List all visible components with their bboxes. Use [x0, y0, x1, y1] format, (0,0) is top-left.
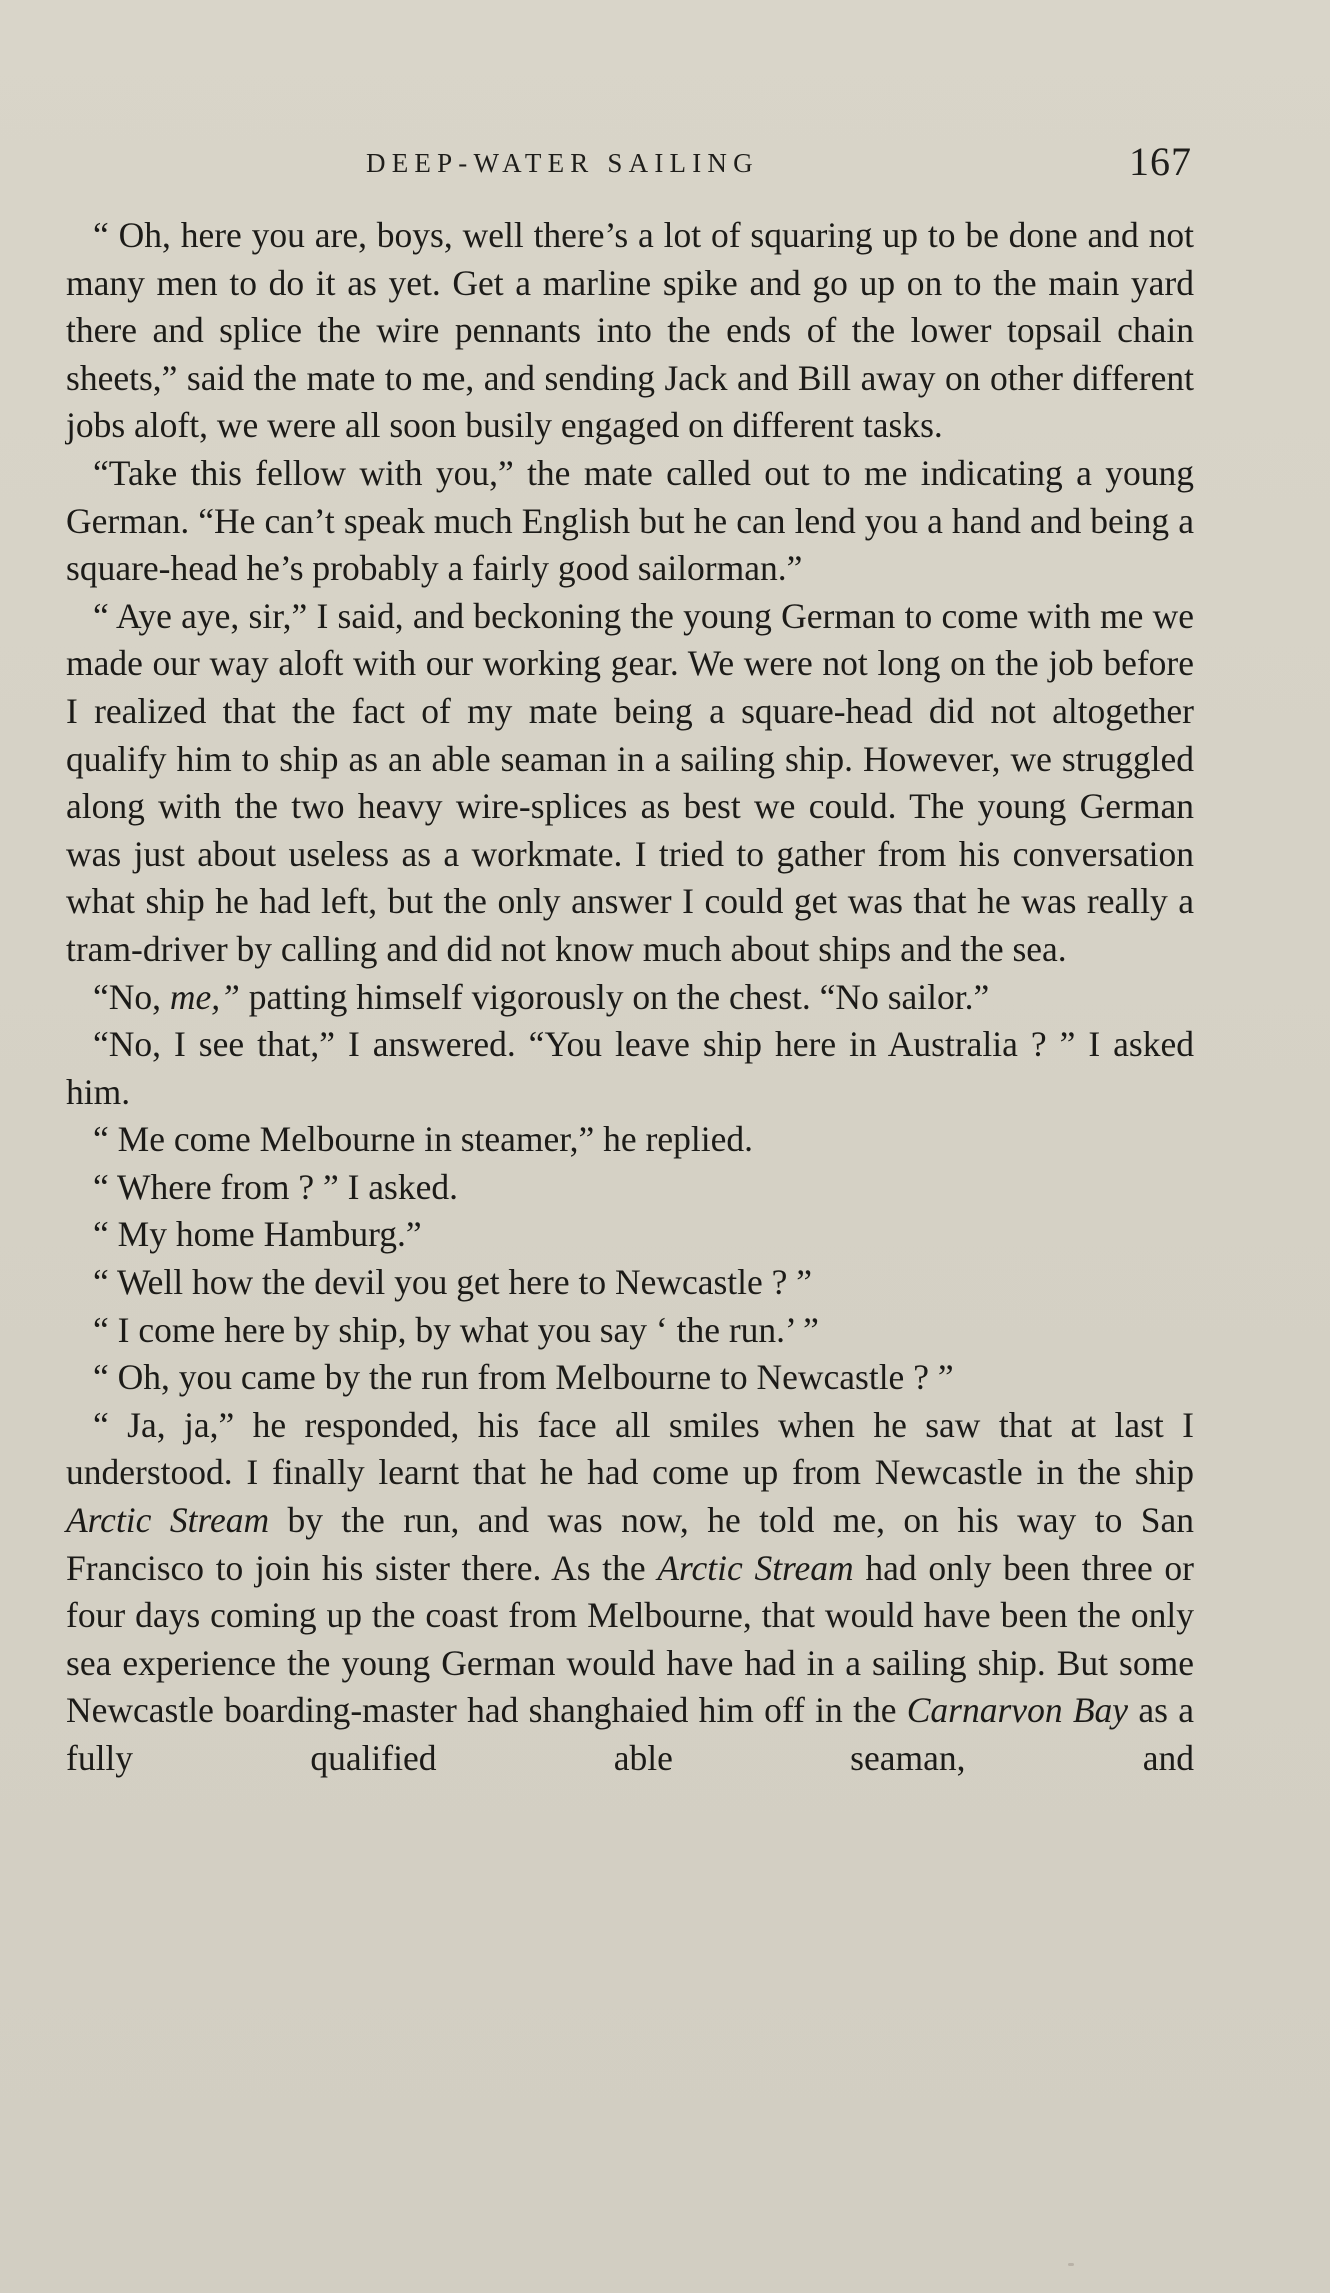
paragraph [66, 1402, 1194, 1783]
paragraph [66, 1164, 1194, 1212]
paper-speck [1068, 2263, 1074, 2266]
text-run: “ I come here by ship, by what you say ‘ the run.’ ” [93, 1309, 819, 1350]
italic-text-run: me,” [169, 976, 240, 1017]
running-title: DEEP-WATER SAILING [366, 148, 759, 178]
text-run: “Take this fellow with you,” the mate called out to me indicating a young German. “He can’t speak much English but he can lend you a hand and being a square-head he’s probably a fairly good sailorman.” [66, 452, 1194, 589]
text-run: “ My home Hamburg.” [93, 1214, 422, 1255]
text-run: “No, I see that,” I answered. “You leave ship here in Australia ? ” I asked him. [66, 1024, 1194, 1112]
italic-text-run: Arctic Stream [657, 1547, 854, 1588]
body-text [66, 212, 1194, 1783]
italic-text-run: Arctic Stream [66, 1500, 270, 1541]
text-run: patting himself vigorously on the chest. “No sailor.” [239, 976, 990, 1017]
paragraph [66, 1354, 1194, 1402]
italic-text-run: Carnarvon Bay [906, 1690, 1129, 1731]
paragraph [66, 1307, 1194, 1355]
page-number: 167 [1129, 139, 1192, 184]
text-run: “ Ja, ja,” he responded, his face all smiles when he saw that at last I understood. I finally learnt that he had come up from Newcastle in the ship [66, 1404, 1194, 1493]
text-run: “ Oh, you came by the run from Melbourne to Newcastle ? ” [93, 1357, 954, 1398]
paragraph [66, 450, 1194, 593]
text-run: “No, [93, 976, 170, 1017]
text-run: “ Oh, here you are, boys, well there’s a lot of squaring up to be done and not many men to do it as yet. Get a marline spike and go up on to the main yard there and splice the wire pennants into the ends of the lower topsail chain sheets,” said the mate to me, and sending Jack and Bill away on other different jobs aloft, we were all soon busily engaged on different tasks. [66, 215, 1194, 446]
text-run: “ Well how the devil you get here to Newcastle ? ” [93, 1262, 813, 1303]
text-run: as a fully qualified able seaman, and [66, 1690, 1194, 1778]
paragraph [66, 1211, 1194, 1259]
paragraph [66, 593, 1194, 974]
text-run: “ Aye aye, sir,” I said, and beckoning the young German to come with me we made our way aloft with our working gear. We were not long on the job before I realized that the fact of my mate being a square-head did not altogether qualify him to ship as an able seaman in a sailing ship. However, we struggled along with the two heavy wire-splices as best we could. The young German was just about useless as a workmate. I tried to gather from his conversation what ship he had left, but the only answer I could get was that he was really a tram-driver by calling and did not know much about ships and the sea. [66, 595, 1194, 969]
paragraph [66, 1116, 1194, 1164]
text-run: “ Where from ? ” I asked. [93, 1166, 459, 1207]
text-run: “ Me come Melbourne in steamer,” he replied. [93, 1119, 753, 1160]
paragraph [66, 974, 1194, 1022]
text-run: by the run, and was now, he told me, on his way to San Francisco to join his sister there. As the [66, 1500, 1194, 1588]
text-run: had only been three or four days coming up the coast from Melbourne, that would have been the only sea experience the young German would have had in a sailing ship. But some Newcastle boarding-master had shanghaied him off in the [66, 1547, 1194, 1731]
running-head [0, 138, 1330, 188]
paragraph [66, 212, 1194, 450]
paragraph [66, 1259, 1194, 1307]
paragraph [66, 1021, 1194, 1116]
